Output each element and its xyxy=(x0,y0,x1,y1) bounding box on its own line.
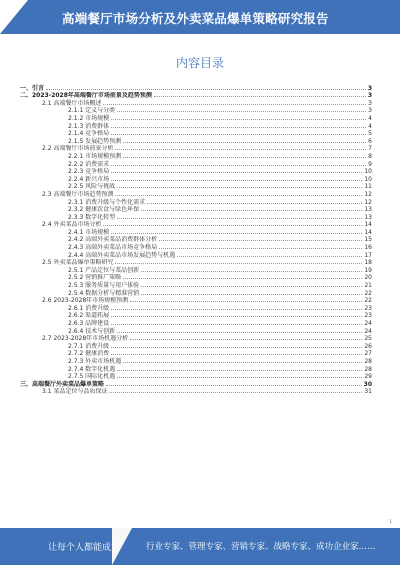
toc-leader-dots xyxy=(111,127,366,128)
toc-entry-title: 2.2.4 新兴市场 xyxy=(68,175,110,183)
toc-entry-title: 2.1.5 发展趋势预测 xyxy=(68,137,122,145)
toc-entry[interactable] xyxy=(20,319,372,327)
toc-entry[interactable] xyxy=(20,84,372,92)
toc-leader-dots xyxy=(141,294,362,295)
toc-entry-title: 2.3.2 健康饮食与绿色环保 xyxy=(68,206,140,214)
toc-entry-page: 14 xyxy=(364,228,372,236)
toc-entry-page: 15 xyxy=(364,236,372,244)
toc-entry-page: 17 xyxy=(364,251,372,259)
toc-entry-page: 13 xyxy=(364,213,372,221)
toc-entry[interactable] xyxy=(20,388,372,396)
toc-entry[interactable] xyxy=(20,357,372,365)
header-corner-decoration xyxy=(0,0,28,34)
toc-entry-title: 2.3 高端餐厅市场趋势预测 xyxy=(42,190,114,198)
toc-entry[interactable] xyxy=(20,251,372,259)
toc-heading: 内容目录 xyxy=(175,56,224,70)
toc-leader-dots xyxy=(103,104,366,105)
toc-entry-title: 2.5.4 数据分析与精准营销 xyxy=(68,289,140,297)
toc-leader-dots xyxy=(141,210,362,211)
toc-leader-dots xyxy=(117,187,362,188)
toc-entry-title: 2.6.3 品牌建设 xyxy=(68,320,110,327)
toc-entry-page: 18 xyxy=(364,259,372,267)
toc-entry[interactable] xyxy=(20,281,372,289)
toc-leader-dots xyxy=(117,218,362,219)
toc-entry[interactable] xyxy=(20,107,372,115)
toc-leader-dots xyxy=(109,392,362,393)
toc-entry-title: 2.2.1 市场规模预测 xyxy=(68,152,122,160)
toc-entry[interactable] xyxy=(20,266,372,274)
toc-entry[interactable] xyxy=(20,221,372,229)
toc-leader-dots xyxy=(147,203,362,204)
toc-entry-title: 2.7.1 消费升级 xyxy=(68,342,110,350)
toc-leader-dots xyxy=(111,354,362,355)
toc-entry[interactable] xyxy=(20,365,372,373)
toc-leader-dots xyxy=(111,165,366,166)
toc-leader-dots xyxy=(103,225,362,226)
toc-entry-title: 2.1 高端餐厅市场概述 xyxy=(42,99,102,107)
toc-leader-dots xyxy=(111,316,362,317)
toc-entry-page: 3 xyxy=(368,99,372,107)
toc-entry-title: 2.5.2 营销推广策略 xyxy=(68,274,122,282)
toc-entry-title: 2.5 外卖菜品爆单策略研究 xyxy=(42,259,114,267)
toc-entry-page: 24 xyxy=(364,320,372,327)
toc-entry-page: 14 xyxy=(364,221,372,229)
toc-entry[interactable] xyxy=(20,206,372,214)
toc-entry-title: 2.7 2023-2028年市场机遇分析 xyxy=(42,335,129,343)
toc-entry-page: 3 xyxy=(368,107,372,115)
toc-entry-title: 二、2023-2028年高端餐厅市场前景及趋势预测 xyxy=(20,92,152,100)
toc-entry-title: 2.7.2 健康消费 xyxy=(68,350,110,358)
toc-entry[interactable] xyxy=(20,152,372,160)
toc-entry[interactable] xyxy=(20,342,372,350)
toc-entry-page: 25 xyxy=(364,335,372,343)
toc-entry-page: 19 xyxy=(364,266,372,274)
toc-leader-dots xyxy=(111,324,362,325)
toc-entry[interactable] xyxy=(20,198,372,206)
toc-entry-title: 2.6.4 技术与创新 xyxy=(68,327,116,335)
toc-leader-dots xyxy=(159,248,362,249)
toc-entry[interactable] xyxy=(20,335,372,343)
toc-leader-dots xyxy=(115,149,366,150)
toc-leader-dots xyxy=(177,256,362,257)
toc-leader-dots xyxy=(159,240,362,241)
toc-entry[interactable] xyxy=(20,373,372,381)
toc-entry[interactable] xyxy=(20,183,372,191)
toc-entry[interactable] xyxy=(20,380,372,388)
toc-entry-page: 16 xyxy=(364,244,372,252)
toc-entry[interactable] xyxy=(20,289,372,297)
toc-entry-title: 2.2.5 风险与挑战 xyxy=(68,183,116,191)
toc-leader-dots xyxy=(117,370,362,371)
toc-entry-title: 3.1 菜品定位与品质保证 xyxy=(42,388,108,396)
footer-tagline: 行业专家、管理专家、营销专家、战略专家、成功企业家…… xyxy=(146,542,376,552)
toc-entry-page: 28 xyxy=(364,365,372,373)
toc-entry[interactable] xyxy=(20,236,372,244)
toc-leader-dots xyxy=(111,180,362,181)
toc-entry-page: 12 xyxy=(364,198,372,206)
toc-entry-title: 2.1.3 消费群体 xyxy=(68,122,110,130)
toc-entry-page: 20 xyxy=(364,274,372,282)
toc-leader-dots xyxy=(141,271,362,272)
toc-entry[interactable] xyxy=(20,99,372,107)
toc-leader-dots xyxy=(154,96,366,97)
toc-entry-page: 3 xyxy=(367,84,372,92)
toc-entry-page: 21 xyxy=(364,282,372,290)
toc-entry-title: 2.1.2 市场规模 xyxy=(68,114,110,122)
toc-leader-dots xyxy=(123,278,362,279)
toc-entry-page: 3 xyxy=(367,92,372,100)
toc-entry-title: 2.7.3 外卖市场机遇 xyxy=(68,357,122,365)
toc-leader-dots xyxy=(111,233,362,234)
toc-leader-dots xyxy=(46,89,366,90)
toc-entry[interactable] xyxy=(20,243,372,251)
toc-entry-page: 9 xyxy=(368,160,372,168)
toc-leader-dots xyxy=(117,332,362,333)
toc-leader-dots xyxy=(130,301,362,302)
toc-entry[interactable] xyxy=(20,160,372,168)
toc-leader-dots xyxy=(106,385,362,386)
toc-entry-title: 2.5.3 服务质量与用户体验 xyxy=(68,282,140,290)
toc-entry-page: 24 xyxy=(364,327,372,335)
toc-entry-page: 23 xyxy=(364,304,372,312)
toc-entry-page: 13 xyxy=(364,206,372,214)
toc-entry[interactable] xyxy=(20,175,372,183)
toc-entry-page: 30 xyxy=(363,380,372,388)
page-header xyxy=(0,0,400,34)
toc-entry-page: 27 xyxy=(364,350,372,358)
toc-entry-title: 2.2 高端餐厅市场前景分析 xyxy=(42,145,114,153)
toc-entry[interactable] xyxy=(20,327,372,335)
toc-entry-title: 2.4.2 高端外卖菜品消费群体分析 xyxy=(68,236,158,244)
footer-slogan: 让每个人都能成为 xyxy=(48,543,121,553)
toc-entry-title: 2.3.3 数字化转型 xyxy=(68,213,116,221)
toc-entry-title: 2.5.1 产品定位与菜品创新 xyxy=(68,266,140,274)
toc-entry-page: 4 xyxy=(368,122,372,130)
toc-entry-title: 2.6.2 渠道拓展 xyxy=(68,312,110,320)
toc-leader-dots xyxy=(111,347,362,348)
table-of-contents xyxy=(20,84,372,395)
toc-entry-page: 22 xyxy=(364,297,372,305)
toc-entry[interactable] xyxy=(20,168,372,176)
toc-leader-dots xyxy=(115,263,362,264)
toc-entry-page: 4 xyxy=(368,114,372,122)
toc-entry-title: 2.6 2023-2028年市场规模预测 xyxy=(42,297,129,305)
toc-entry-page: 11 xyxy=(364,183,372,191)
toc-leader-dots xyxy=(111,119,366,120)
toc-leader-dots xyxy=(111,309,362,310)
toc-entry[interactable] xyxy=(20,304,372,312)
toc-entry-title: 2.1.1 定义与分类 xyxy=(68,107,116,115)
page-number: 1 xyxy=(389,519,392,524)
toc-entry[interactable] xyxy=(20,137,372,145)
toc-entry-page: 10 xyxy=(364,168,372,176)
toc-entry-title: 2.1.4 竞争格局 xyxy=(68,130,110,138)
toc-entry-title: 2.4.1 市场规模 xyxy=(68,228,110,236)
toc-entry-title: 2.4.4 高端外卖菜品市场发展趋势与机遇 xyxy=(68,251,176,259)
toc-leader-dots xyxy=(115,195,362,196)
toc-entry[interactable] xyxy=(20,297,372,305)
toc-leader-dots xyxy=(123,142,366,143)
toc-entry-page: 22 xyxy=(364,289,372,297)
toc-entry-title: 2.2.3 竞争格局 xyxy=(68,168,110,176)
page-footer xyxy=(0,528,400,565)
toc-entry-title: 2.2.2 消费需求 xyxy=(68,160,110,168)
toc-entry[interactable] xyxy=(20,145,372,153)
toc-entry-page: 8 xyxy=(368,152,372,160)
toc-entry-page: 10 xyxy=(364,175,372,183)
toc-entry[interactable] xyxy=(20,114,372,122)
toc-leader-dots xyxy=(123,157,366,158)
toc-entry-page: 23 xyxy=(364,312,372,320)
toc-entry-title: 2.4 外卖菜品市场分析 xyxy=(42,221,102,229)
toc-entry-page: 12 xyxy=(364,190,372,198)
toc-entry[interactable] xyxy=(20,130,372,138)
toc-entry-page: 6 xyxy=(368,137,372,145)
toc-entry[interactable] xyxy=(20,122,372,130)
toc-entry[interactable] xyxy=(20,92,372,100)
toc-entry-page: 31 xyxy=(364,388,372,396)
toc-entry-page: 7 xyxy=(368,145,372,153)
toc-entry-page: 5 xyxy=(368,130,372,138)
report-title: 高端餐厅市场分析及外卖菜品爆单策略研究报告 xyxy=(62,11,329,26)
toc-leader-dots xyxy=(117,377,362,378)
toc-entry-title: 一、引言 xyxy=(20,84,45,92)
toc-entry-title: 三、高端餐厅外卖菜品爆单策略 xyxy=(20,380,105,388)
toc-entry-page: 26 xyxy=(364,342,372,350)
toc-entry[interactable] xyxy=(20,274,372,282)
toc-entry-title: 2.6.1 消费升级 xyxy=(68,304,110,312)
toc-leader-dots xyxy=(117,111,366,112)
toc-entry-title: 2.7.5 国际化机遇 xyxy=(68,373,116,381)
toc-entry[interactable] xyxy=(20,259,372,267)
toc-leader-dots xyxy=(130,339,362,340)
toc-entry-title: 2.3.1 消费升级与个性化需求 xyxy=(68,198,146,206)
toc-entry[interactable] xyxy=(20,350,372,358)
toc-entry-title: 2.7.4 数字化机遇 xyxy=(68,365,116,373)
toc-leader-dots xyxy=(111,134,366,135)
toc-entry-page: 28 xyxy=(364,357,372,365)
toc-leader-dots xyxy=(141,286,362,287)
toc-entry-title: 2.4.3 高端外卖菜品市场竞争格局 xyxy=(68,244,158,252)
toc-leader-dots xyxy=(111,172,362,173)
toc-entry[interactable] xyxy=(20,213,372,221)
toc-entry-page: 29 xyxy=(364,373,372,381)
toc-entry[interactable] xyxy=(20,228,372,236)
toc-leader-dots xyxy=(123,362,362,363)
toc-entry[interactable] xyxy=(20,190,372,198)
toc-entry[interactable] xyxy=(20,312,372,320)
